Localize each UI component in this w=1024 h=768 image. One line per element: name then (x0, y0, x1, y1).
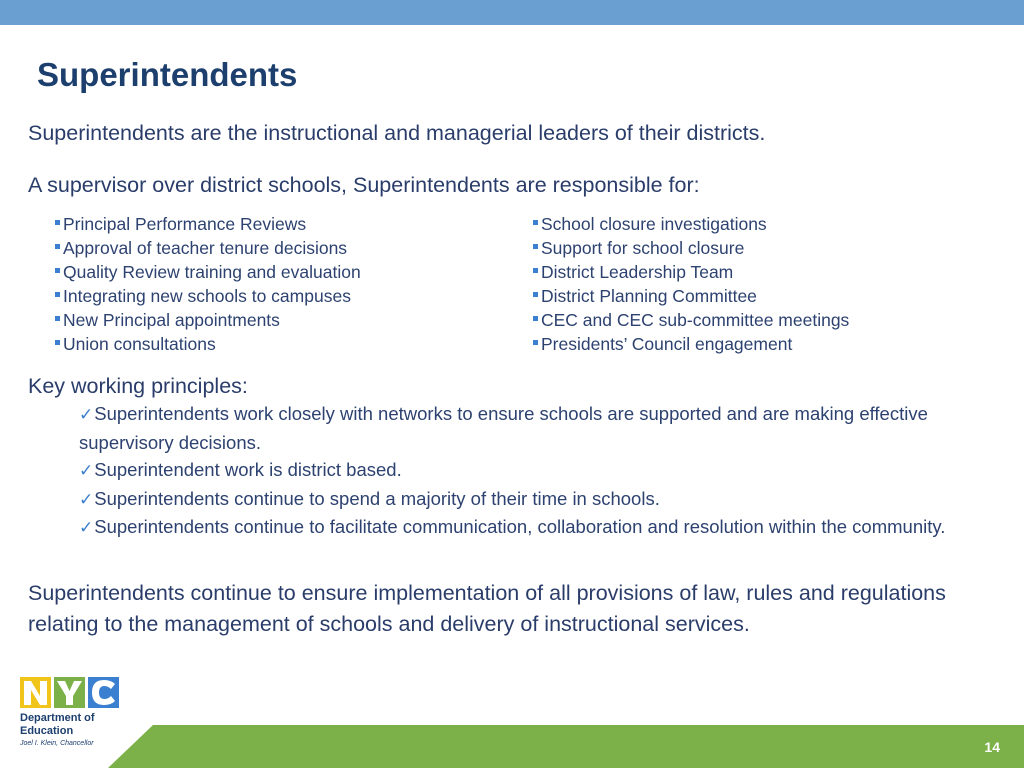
intro-text: Superintendents are the instructional and managerial leaders of their districts. (28, 121, 766, 145)
list-item: CEC and CEC sub-committee meetings (533, 308, 849, 332)
nyc-wordmark-icon (20, 674, 120, 710)
slide-title: Superintendents (37, 56, 298, 93)
square-bullet-icon (533, 340, 538, 345)
list-item: Support for school closure (533, 236, 849, 260)
checkmark-icon: ✓ (79, 405, 94, 424)
square-bullet-icon (55, 268, 60, 273)
principles-heading: Key working principles: (28, 374, 248, 398)
top-accent-bar (0, 0, 1024, 25)
list-item: Quality Review training and evaluation (55, 260, 361, 284)
list-item: Presidents’ Council engagement (533, 332, 849, 356)
checkmark-icon: ✓ (79, 461, 94, 480)
list-item: ✓Superintendents work closely with networks to ensure schools are supported and are making effective supervisory decisions. (79, 403, 928, 453)
square-bullet-icon (533, 316, 538, 321)
responsibilities-list-right (533, 212, 849, 356)
responsibilities-list-left (55, 212, 361, 356)
square-bullet-icon (533, 220, 538, 225)
list-item: District Leadership Team (533, 260, 849, 284)
list-item: ✓Superintendents continue to facilitate communication, collaboration and resolution within the community. (79, 516, 946, 537)
responsibilities-heading: A supervisor over district schools, Superintendents are responsible for: (28, 173, 700, 197)
closing-text: Superintendents continue to ensure implementation of all provisions of law, rules and regulations relating to the management of schools and delivery of instructional services. (28, 581, 946, 636)
list-item: New Principal appointments (55, 308, 361, 332)
square-bullet-icon (55, 292, 60, 297)
square-bullet-icon (55, 220, 60, 225)
page-number: 14 (984, 739, 1000, 755)
list-item: District Planning Committee (533, 284, 849, 308)
list-item: Integrating new schools to campuses (55, 284, 361, 308)
doe-logo (20, 674, 130, 754)
list-item: Union consultations (55, 332, 361, 356)
square-bullet-icon (55, 244, 60, 249)
logo-education-line: Education (20, 725, 74, 737)
square-bullet-icon (533, 268, 538, 273)
logo-chancellor-line: Joel I. Klein, Chancellor (20, 740, 94, 747)
square-bullet-icon (533, 244, 538, 249)
list-item: ✓Superintendents continue to spend a majority of their time in schools. (79, 487, 660, 509)
list-item: School closure investigations (533, 212, 849, 236)
list-item: Approval of teacher tenure decisions (55, 236, 361, 260)
square-bullet-icon (55, 340, 60, 345)
bottom-accent-bar (0, 725, 1024, 768)
logo-department-line: Department of (20, 712, 95, 724)
list-item: ✓Superintendent work is district based. (79, 459, 402, 480)
square-bullet-icon (55, 316, 60, 321)
square-bullet-icon (533, 292, 538, 297)
checkmark-icon: ✓ (79, 518, 94, 537)
list-item: Principal Performance Reviews (55, 212, 361, 236)
checkmark-icon: ✓ (79, 489, 94, 509)
principles-list (79, 400, 994, 542)
